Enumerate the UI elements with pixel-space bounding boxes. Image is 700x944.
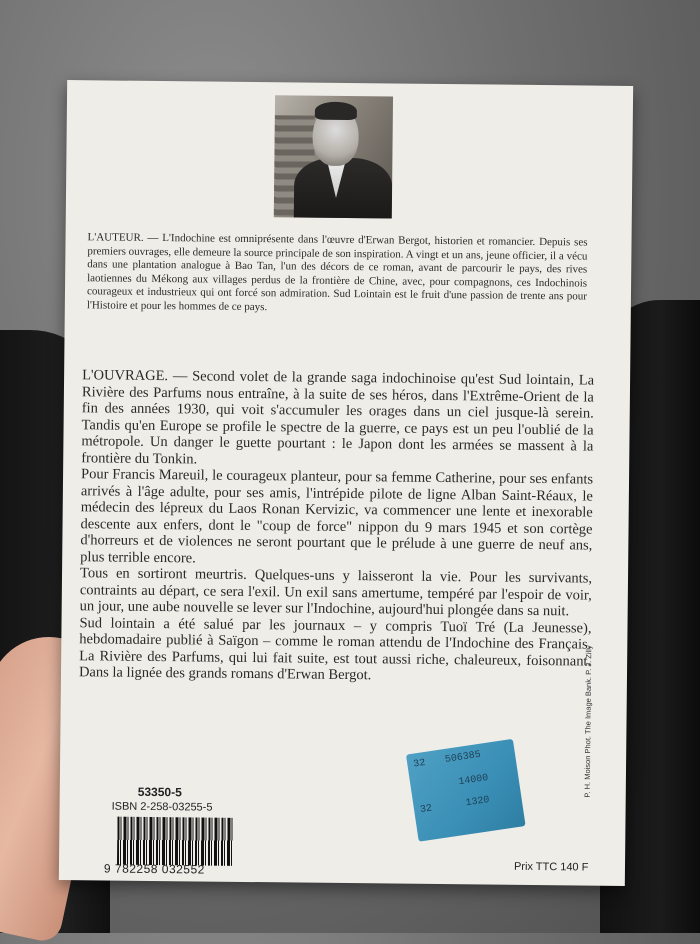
- sticker-text: 14000: [457, 772, 490, 789]
- sticker-text: 506385: [444, 749, 482, 766]
- sticker-text: 32: [412, 757, 427, 771]
- summary-paragraph: L'OUVRAGE. — Second volet de la grande saga indochinoise qu'est Sud lointain, La Rivière des Parfums nous entraîne, à la suite de ses héros, dans l'Extrême-Orient de la fin des années 1930, qui voit s'accumuler les orages dans un ciel jusque-là serein. Tandis qu'en Europe se profile le spectre de la guerre, ce pays est un peu l'oublié de la métropole. Un danger le guette pourtant : le Japon dont les armées se massent à la frontière du Tonkin.: [81, 367, 595, 467]
- author-bio: L'AUTEUR. — L'Indochine est omniprésente dans l'œuvre d'Erwan Bergot, historien et romancier. Depuis ses premiers ouvrages, elle demeure la source principale de son inspiration. A vingt et un ans, jeune officier, il a vécu dans une plantation analogue à Bao Tan, l'un des décors de ce roman, avant de parcourir le pays, des rives laotiennes du Mékong aux villages perdus de la frontière de Chine, avec, pour compagnons, ces Indochinois courageux et industrieux qui ont forcé son admiration. Sud Lointain est le fruit d'une passion de trente ans pour l'Histoire et pour les hommes de ce pays.: [86, 231, 588, 313]
- catalog-number: 53350-5: [137, 784, 182, 800]
- author-photo: [274, 95, 393, 218]
- price-sticker: [406, 739, 526, 842]
- barcode: [117, 817, 233, 866]
- photo-credit: P. H. Moison Phot. The Image Bank. P. J. Zilly: [582, 645, 594, 798]
- barcode-number: 9 782258 032552: [103, 861, 205, 877]
- summary-paragraph: Sud lointain a été salué par les journaux – y compris Tuoï Tré (La Jeunesse), hebdomadaire publié à Saïgon – comme le roman attendu de l'Indochine des Français. La Rivière des Parfums, qui lui fait suite, est tout aussi riche, chaleureux, foisonnant. Dans la lignée des grands romans d'Erwan Bergot.: [78, 614, 592, 684]
- book-back-cover: [59, 80, 633, 886]
- sticker-text: 1320: [464, 794, 491, 810]
- book-summary: [79, 367, 594, 686]
- sticker-text: 32: [419, 803, 433, 817]
- photo-hair: [315, 102, 357, 120]
- price-label: Prix TTC 140 F: [513, 860, 589, 874]
- summary-paragraph: Tous en sortiront meurtris. Quelques-uns y laisseront la vie. Pour les survivants, contraints au départ, ce sera l'exil. Un exil sans amertume, tempéré par l'espoir de voir, un jour, une aube nouvelle se lever sur l'Indochine, aujourd'hui plongée dans sa nuit.: [79, 565, 593, 620]
- isbn: ISBN 2-258-03255-5: [111, 800, 213, 814]
- summary-paragraph: Pour Francis Mareuil, le courageux planteur, pour sa femme Catherine, pour ses enfants arrivés à l'âge adulte, pour ses amis, l'intrépide pilote de ligne Alban Saint-Réaux, le médecin des lépreux du Laos Ronan Kervizic, va commencer une lente et inexorable descente aux enfers, dont le "coup de force" nippon du 9 mars 1945 et son cortège d'horreurs et de violences ne seront pourtant que le prélude à une guerre de neuf ans, plus terrible encore.: [80, 466, 594, 566]
